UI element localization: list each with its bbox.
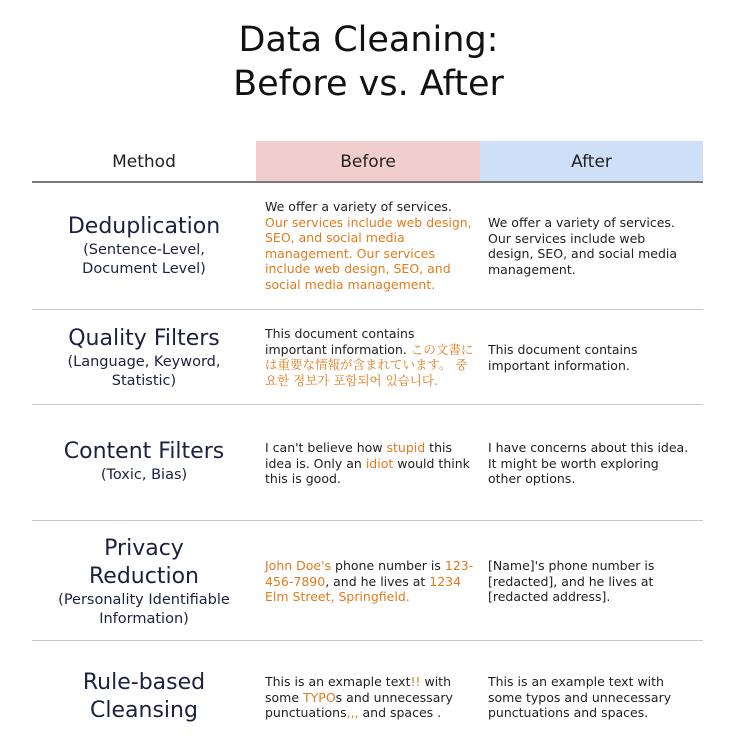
header-divider — [32, 181, 703, 183]
after-text: We offer a variety of services. Our services include web design, SEO, and social media management. — [488, 215, 678, 277]
row-divider — [32, 520, 703, 521]
header-method: Method — [112, 151, 176, 172]
text-segment: , and he lives at — [325, 573, 430, 589]
method-deduplication — [32, 213, 256, 279]
text-segment: with some — [265, 674, 452, 705]
highlighted-segment: 123-456-7890 — [265, 558, 474, 589]
method-subtitle: Information) — [99, 611, 189, 627]
header-before: Before — [256, 141, 480, 182]
highlighted-segment: この文書には重要な情報が含まれています。 중요한 정보가 포함되어 있습니다. — [265, 341, 474, 388]
method-privacy-reduction — [32, 535, 256, 629]
after-text: This document contains important information. — [488, 342, 638, 373]
before-text — [265, 199, 475, 293]
before-text — [265, 674, 475, 721]
title-line-2: Before vs. After — [233, 64, 504, 104]
title-line-1: Data Cleaning: — [238, 20, 499, 60]
method-content-filters — [32, 438, 256, 485]
highlighted-segment: TYPO — [303, 689, 336, 705]
highlighted-segment: !! — [410, 674, 421, 689]
method-rule-based-cleansing — [32, 669, 256, 725]
method-subtitle: (Toxic, Bias) — [100, 467, 188, 483]
after-text: I have concerns about this idea. It might be worth exploring other options. — [488, 440, 689, 487]
method-subtitle: (Personality Identifiable — [58, 592, 230, 608]
method-subtitle: (Language, Keyword, — [67, 354, 221, 370]
text-segment: This document contains important information. — [265, 326, 415, 357]
text-segment: I can't believe how — [265, 440, 387, 455]
method-subtitle: (Sentence-Level, — [83, 242, 205, 258]
method-name: Privacy Reduction — [89, 536, 199, 589]
method-subtitle: Document Level) — [82, 261, 206, 277]
after-text: This is an example text with some typos and unnecessary punctuations and spaces. — [488, 674, 672, 721]
after-text: [Name]'s phone number is [redacted], and he lives at [redacted address]. — [488, 558, 655, 605]
method-name: Content Filters — [63, 439, 225, 464]
page-title — [0, 18, 737, 106]
method-name: Quality Filters — [68, 326, 220, 351]
method-subtitle: Statistic) — [111, 373, 177, 389]
text-segment: would think this is good. — [265, 455, 470, 487]
row-divider — [32, 309, 703, 310]
text-segment: this idea is. Only an — [265, 440, 452, 471]
highlighted-segment: Our services include web design, SEO, and social media management. Our services include web design, SEO, and social media management. — [265, 214, 472, 292]
row-divider — [32, 404, 703, 405]
header-after: After — [480, 141, 703, 182]
method-name: Deduplication — [67, 214, 221, 239]
row-divider — [32, 640, 703, 641]
text-segment: phone number is — [331, 558, 445, 573]
text-segment: and spaces . — [358, 705, 442, 721]
highlighted-segment: idiot — [365, 455, 394, 471]
before-text — [265, 440, 475, 487]
method-name: Rule-based Cleansing — [82, 670, 206, 723]
before-text — [265, 326, 475, 388]
method-quality-filters — [32, 325, 256, 391]
highlighted-segment: John Doe's — [265, 558, 332, 573]
highlighted-segment: ,,, — [346, 705, 359, 721]
text-segment: We offer a variety of services. — [265, 199, 452, 214]
highlighted-segment: stupid — [386, 440, 426, 455]
highlighted-segment: 1234 Elm Street, Springfield. — [265, 573, 462, 605]
before-text — [265, 558, 475, 605]
text-segment: This is an exmaple text — [265, 674, 411, 689]
text-segment: s and unnecessary punctuations — [265, 689, 453, 721]
